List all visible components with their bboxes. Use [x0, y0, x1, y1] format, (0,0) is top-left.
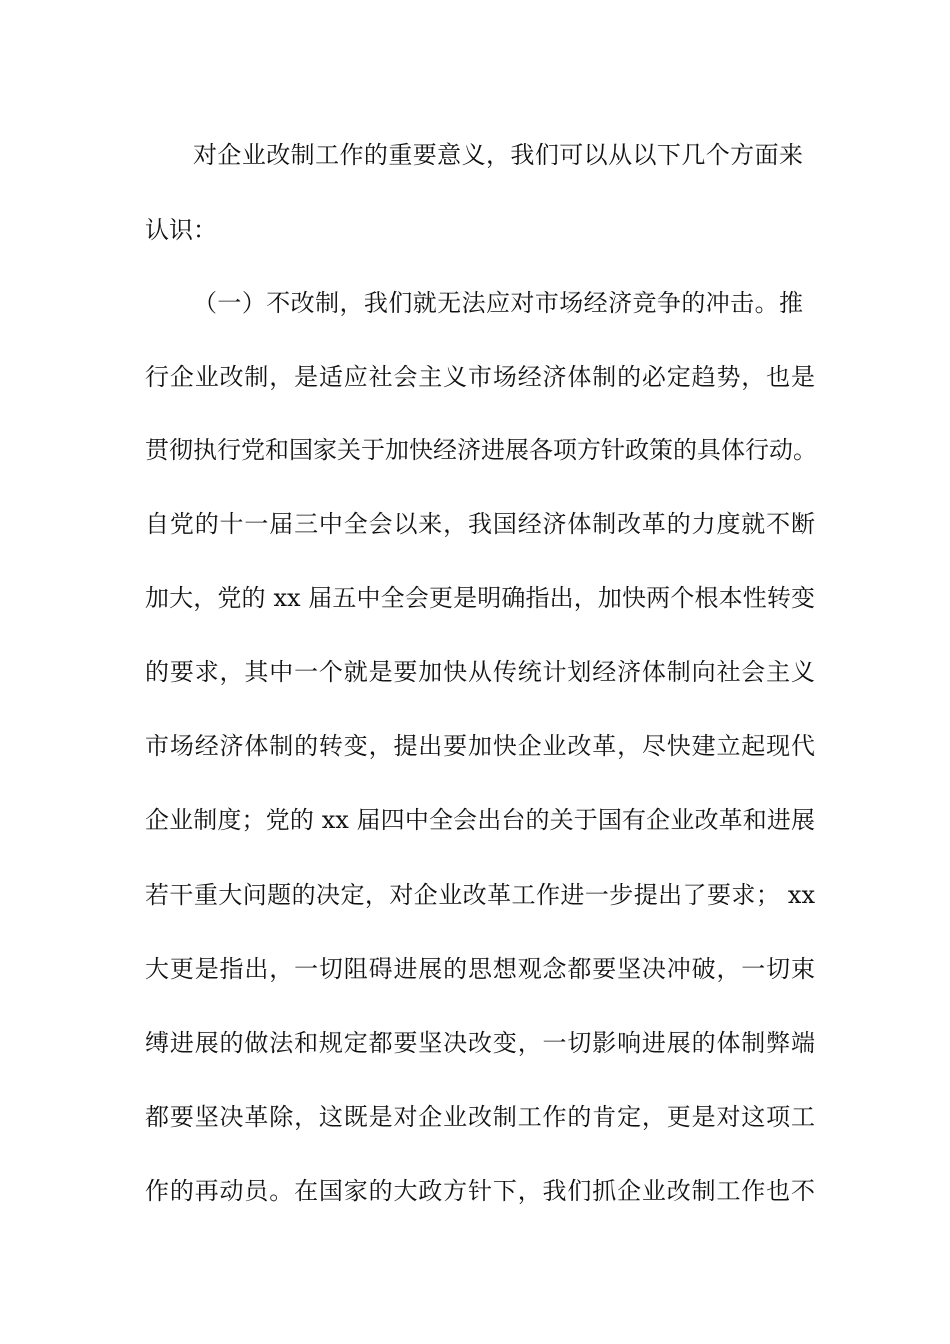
paragraph-line: （一）不改制，我们就无法应对市场经济竞争的冲击。推	[193, 289, 803, 317]
paragraph-line: 认识：	[145, 216, 217, 244]
paragraph-line: 都要坚决革除，这既是对企业改制工作的肯定，更是对这项工	[145, 1103, 815, 1131]
paragraph-line: 的要求，其中一个就是要加快从传统计划经济体制向社会主义	[145, 658, 815, 686]
paragraph-line: 大更是指出，一切阻碍进展的思想观念都要坚决冲破，一切束	[145, 955, 815, 983]
paragraph-line: 作的再动员。在国家的大政方针下，我们抓企业改制工作也不	[145, 1177, 815, 1205]
paragraph-line: 行企业改制，是适应社会主义市场经济体制的必定趋势，也是	[145, 363, 815, 391]
paragraph-line: 缚进展的做法和规定都要坚决改变，一切影响进展的体制弊端	[145, 1029, 815, 1057]
paragraph-line: 贯彻执行党和国家关于加快经济进展各项方针政策的具体行动。	[145, 436, 817, 464]
paragraph-line: 企业制度；党的 xx 届四中全会出台的关于国有企业改革和进展	[145, 806, 815, 834]
paragraph-line: 加大，党的 xx 届五中全会更是明确指出，加快两个根本性转变	[145, 584, 815, 612]
paragraph-line: 若干重大问题的决定，对企业改革工作进一步提出了要求； xx	[145, 881, 815, 909]
paragraph-line: 市场经济体制的转变，提出要加快企业改革，尽快建立起现代	[145, 732, 815, 760]
paragraph-line: 自党的十一届三中全会以来，我国经济体制改革的力度就不断	[145, 510, 815, 538]
paragraph-line: 对企业改制工作的重要意义，我们可以从以下几个方面来	[193, 141, 803, 169]
